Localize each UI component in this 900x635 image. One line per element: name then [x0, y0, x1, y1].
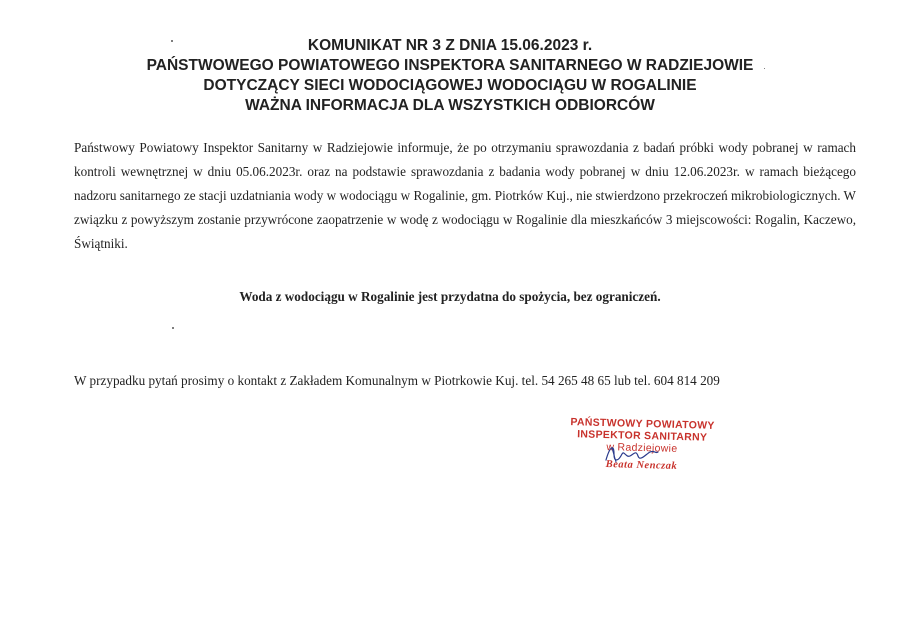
stamp-line-1: PAŃSTWOWY POWIATOWY — [570, 416, 715, 432]
header-subject: DOTYCZĄCY SIECI WODOCIĄGOWEJ WODOCIĄGU W ROGALINIE — [203, 77, 697, 94]
document-header — [0, 36, 900, 116]
header-title: KOMUNIKAT NR 3 Z DNIA 15.06.2023 r. — [307, 37, 593, 54]
scan-speck — [172, 327, 174, 329]
main-paragraph: Państwowy Powiatowy Inspektor Sanitarny w Radziejowie informuje, że po otrzymaniu sprawozdania z badań próbki wody pobranej w ramach kontroli wewnętrznej w dniu 05.06.2023r. oraz na podstawie sprawozdania z badania wody pobranej w dniu 12.06.2023r. w ramach bieżącego nadzoru sanitarnego ze stacji uzdatniania wody w wodociągu w Rogalinie, gm. Piotrków Kuj., nie stwierdzono przekroczeń mikrobiologicznych. W związku z powyższym zostanie przywrócone zaopatrzenie w wodę z wodociągu w Rogalinie dla mieszkańców 3 miejscowości: Rogalin, Kaczewo, Świątniki. — [74, 140, 856, 251]
handwritten-signature — [602, 440, 662, 468]
header-notice: WAŻNA INFORMACJA DLA WSZYSTKICH ODBIORCÓW — [245, 97, 655, 114]
water-safety-note: Woda z wodociągu w Rogalinie jest przydatna do spożycia, bez ograniczeń. — [239, 289, 661, 304]
stamp-line-2: INSPEKTOR SANITARNY — [577, 428, 708, 444]
scan-speck — [764, 68, 765, 69]
stamp-line-3: w Radziejowie — [606, 441, 678, 455]
stamp-signatory-name: Beata Nenczak — [605, 459, 678, 472]
scan-speck — [171, 40, 173, 42]
contact-info: W przypadku pytań prosimy o kontakt z Zakładem Komunalnym w Piotrkowie Kuj. tel. 54 265 48 65 lub tel. 604 814 209 — [74, 373, 720, 388]
header-issuer: PAŃSTWOWEGO POWIATOWEGO INSPEKTORA SANITARNEGO W RADZIEJOWIE — [146, 57, 754, 74]
